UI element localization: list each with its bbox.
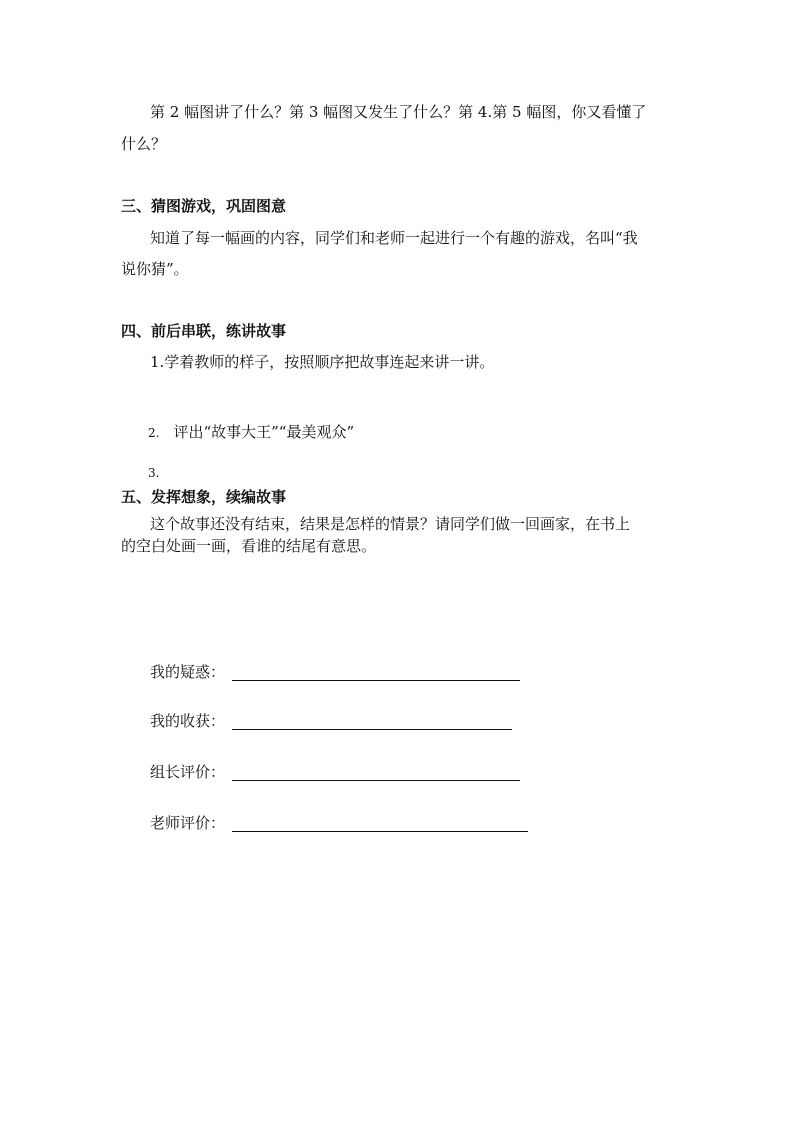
field-label: 我的疑惑： bbox=[150, 663, 226, 681]
list-item bbox=[148, 422, 354, 443]
blank-line[interactable] bbox=[232, 680, 520, 681]
paragraph-line: 第 2 幅图讲了什么？第 3 幅图又发生了什么？第 4.第 5 幅图，你又看懂了 bbox=[150, 103, 647, 121]
field-label: 组长评价： bbox=[150, 763, 226, 781]
teacher-eval-field bbox=[150, 813, 225, 833]
field-label: 老师评价： bbox=[150, 814, 226, 832]
paragraph-line: 什么？ bbox=[121, 135, 167, 153]
paragraph-line: 的空白处画一画，看谁的结尾有意思。 bbox=[121, 537, 377, 555]
doubt-field bbox=[150, 662, 225, 682]
gain-field bbox=[150, 711, 225, 731]
list-number: 2. bbox=[148, 426, 160, 440]
section-heading-5: 五、发挥想象，续编故事 bbox=[121, 488, 287, 506]
section-heading-3: 三、猜图游戏，巩固图意 bbox=[121, 197, 287, 215]
blank-line[interactable] bbox=[232, 831, 528, 832]
list-text: 评出“故事大王”“最美观众” bbox=[173, 423, 355, 441]
list-number: 3. bbox=[148, 466, 160, 480]
leader-eval-field bbox=[150, 762, 225, 782]
paragraph-line: 说你猜”。 bbox=[121, 260, 189, 278]
paragraph-line: 知道了每一幅画的内容，同学们和老师一起进行一个有趣的游戏，名叫“我 bbox=[150, 229, 638, 247]
blank-line[interactable] bbox=[232, 729, 512, 730]
field-label: 我的收获： bbox=[150, 712, 226, 730]
blank-line[interactable] bbox=[232, 780, 520, 781]
list-item: 1.学着教师的样子，按照顺序把故事连起来讲一讲。 bbox=[150, 353, 495, 371]
paragraph-line: 这个故事还没有结束，结果是怎样的情景？请同学们做一回画家，在书上 bbox=[150, 515, 631, 533]
section-heading-4: 四、前后串联，练讲故事 bbox=[121, 322, 287, 340]
